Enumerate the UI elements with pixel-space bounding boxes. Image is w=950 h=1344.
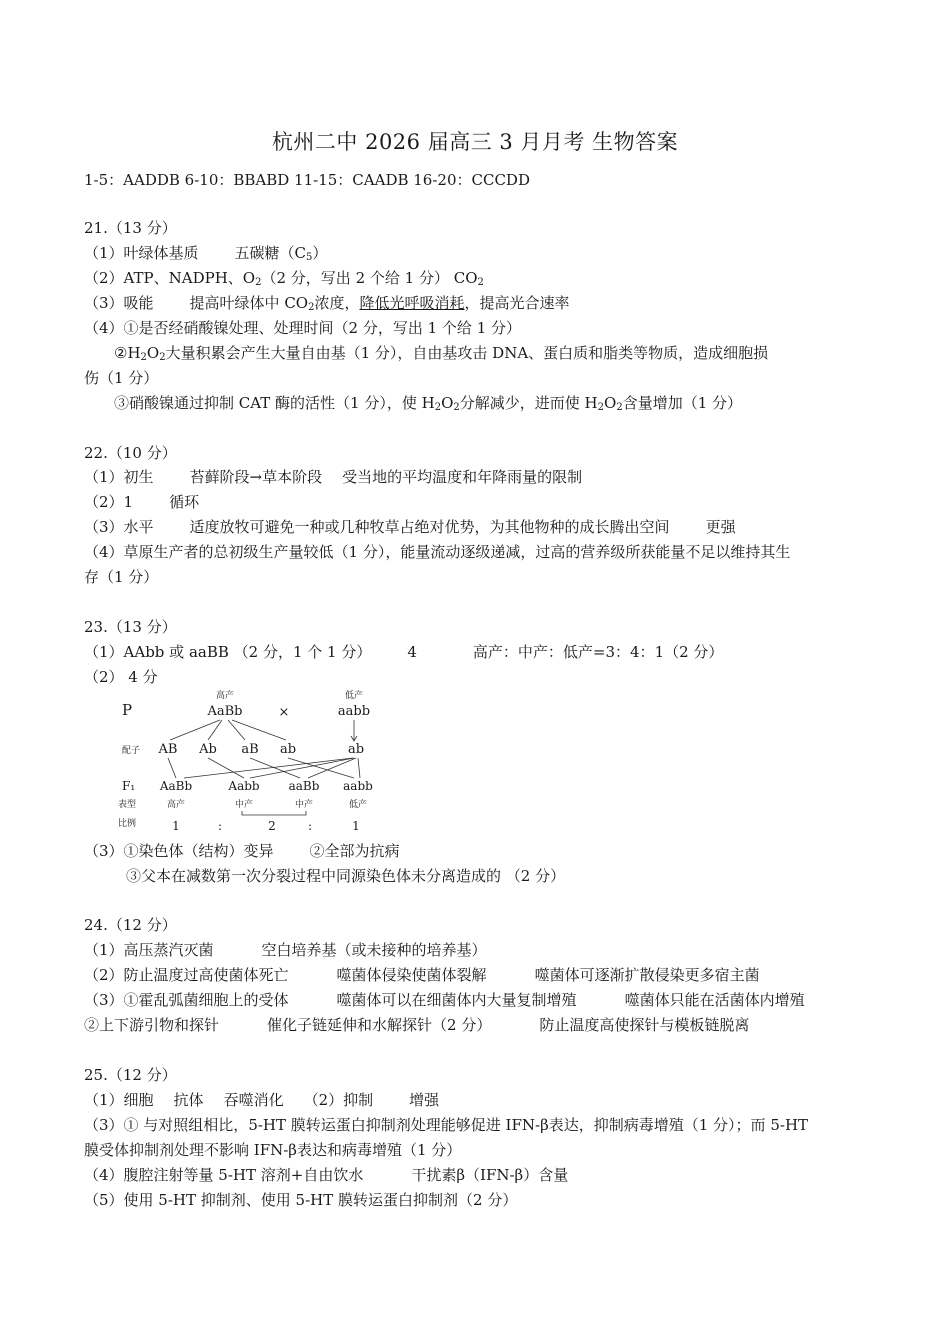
q21-answer-3: （3）吸能 提高叶绿体中 $CO_2$浓度，降低光呼吸消耗，提高光合速率 (84, 294, 570, 313)
gamete-aB: aB (241, 742, 259, 757)
gamete-label: 配子 (122, 746, 141, 756)
q21-answer-1: （1）叶绿体基质 五碳糖$(C_5)$ (84, 244, 328, 263)
q23-answer-3: （3）①染色体（结构）变异 ②全部为抗病 (84, 842, 400, 860)
gamete-AB: AB (158, 742, 178, 757)
parent2-phenotype: 低产 (344, 691, 364, 701)
f1-AaBb: AaBb (159, 779, 193, 793)
phenotype-label: 表型 (118, 800, 137, 810)
pheno-low: 低产 (348, 800, 368, 810)
q23-answer-2: （2） 4 分 (84, 668, 158, 686)
q21-answer-4-2-cont: 伤（1 分） (84, 369, 159, 387)
q22-answer-4: （4）草原生产者的总初级生产量较低（1 分），能量流动逐级递减，过高的营养级所获能量不足以维持其生 (84, 543, 791, 561)
q22-answer-2: （2）1 循环 (84, 493, 200, 511)
gamete-ab-2: ab (347, 742, 365, 757)
q25-heading: 25.（12 分） (84, 1066, 177, 1084)
p-label: P (122, 701, 133, 719)
middle-bracket (242, 811, 306, 815)
ratio-mid: 2 (268, 819, 276, 833)
q25-answer-3-cont: 膜受体抑制剂处理不影响 IFN-β表达和病毒增殖（1 分） (84, 1141, 462, 1159)
q24-answer-1: （1）高压蒸汽灭菌 空白培养基（或未接种的培养基） (84, 941, 487, 959)
q22-heading: 22.（10 分） (84, 444, 177, 462)
q24-answer-2: （2）防止温度过高使菌体死亡 噬菌体侵染使菌体裂解 噬菌体可逐渐扩散侵染更多宿主菌 (84, 966, 760, 984)
parent2-genotype: aabb (337, 704, 371, 719)
gamete-ab-1: ab (279, 742, 297, 757)
q23-answer-1: （1）AAbb 或 aaBB （2 分，1 个 1 分） 4 高产：中产：低产=3：4：1（2 分） (84, 643, 724, 661)
q21-answer-2: （2）ATP、NADPH、$O_2(2$ 分，写出 2 个给 1 分） $CO_2$ (84, 269, 484, 288)
q22-answer-1: （1）初生 苔藓阶段→草本阶段 受当地的平均温度和年降雨量的限制 (84, 468, 583, 486)
q21-answer-4: （4）①是否经硝酸镍处理、处理时间（2 分，写出 1 个给 1 分） (84, 319, 522, 337)
ratio-low: 1 (352, 819, 360, 833)
meiosis-arrows (170, 720, 357, 741)
page-title: 杭州二中 2026 届高三 3 月月考 生物答案 (271, 130, 679, 154)
q24-answer-3-2: ②上下游引物和探针 催化子链延伸和水解探针（2 分） 防止温度高使探针与模板链脱离 (84, 1016, 750, 1034)
parent1-genotype: AaBb (207, 704, 243, 719)
q21-heading: 21.（13 分） (84, 219, 177, 237)
choice-answers: 1-5：AADDB 6-10：BBABD 11-15：CAADB 16-20：CCCDD (84, 171, 530, 189)
cross-symbol: × (278, 705, 290, 720)
q25-answer-3: （3）① 与对照组相比，5-HT 膜转运蛋白抑制剂处理能够促进 IFN-β表达，抑制病毒增殖（1 分）；而 5-HT (84, 1116, 809, 1134)
q21-answer-4-3: ③硝酸镍通过抑制 CAT 酶的活性（1 分），使 $H_2O_2$分解减少，进而使 $H_2O_2$含量增加（1 分） (114, 394, 742, 413)
q23-heading: 23.（13 分） (84, 618, 177, 636)
ratio-colon-1: : (217, 819, 223, 833)
ratio-high: 1 (172, 819, 180, 833)
pheno-mid-1: 中产 (234, 800, 254, 810)
underlined-phrase: 降低光呼吸消耗 (359, 294, 465, 312)
q25-answer-4: （4）腹腔注射等量 5-HT 溶剂+自由饮水 干扰素β（IFN-β）含量 (84, 1166, 569, 1184)
fertilization-lines (168, 758, 360, 778)
q25-answer-5: （5）使用 5-HT 抑制剂、使用 5-HT 膜转运蛋白抑制剂（2 分） (84, 1191, 518, 1209)
parent1-phenotype: 高产 (215, 691, 235, 701)
ratio-colon-2: : (307, 819, 313, 833)
q22-answer-4-cont: 存（1 分） (84, 568, 159, 586)
ratio-label: 比例 (118, 819, 137, 829)
q22-answer-3: （3）水平 适度放牧可避免一种或几种牧草占绝对优势，为其他物种的成长腾出空间 更强 (84, 518, 736, 536)
genetic-cross-diagram (110, 688, 400, 834)
q25-answer-1-2: （1）细胞 抗体 吞噬消化 （2）抑制 增强 (84, 1091, 440, 1109)
pheno-high: 高产 (166, 800, 186, 810)
q21-answer-4-2: $②H_2O_2$大量积累会产生大量自由基（1 分），自由基攻击 DNA、蛋白质和脂类等物质，造成细胞损 (114, 344, 769, 363)
f1-aabb: aabb (343, 779, 373, 793)
f1-Aabb: Aabb (228, 779, 260, 793)
q24-answer-3: （3）①霍乱弧菌细胞上的受体 噬菌体可以在细菌体内大量复制增殖 噬菌体只能在活菌体内增殖 (84, 991, 805, 1009)
f1-label: F₁ (122, 779, 136, 793)
gamete-Ab: Ab (199, 742, 217, 757)
f1-aaBb: aaBb (288, 779, 320, 793)
q23-answer-3-3: ③父本在减数第一次分裂过程中同源染色体未分离造成的 （2 分） (126, 867, 566, 885)
pheno-mid-2: 中产 (294, 800, 314, 810)
q24-heading: 24.（12 分） (84, 916, 177, 934)
